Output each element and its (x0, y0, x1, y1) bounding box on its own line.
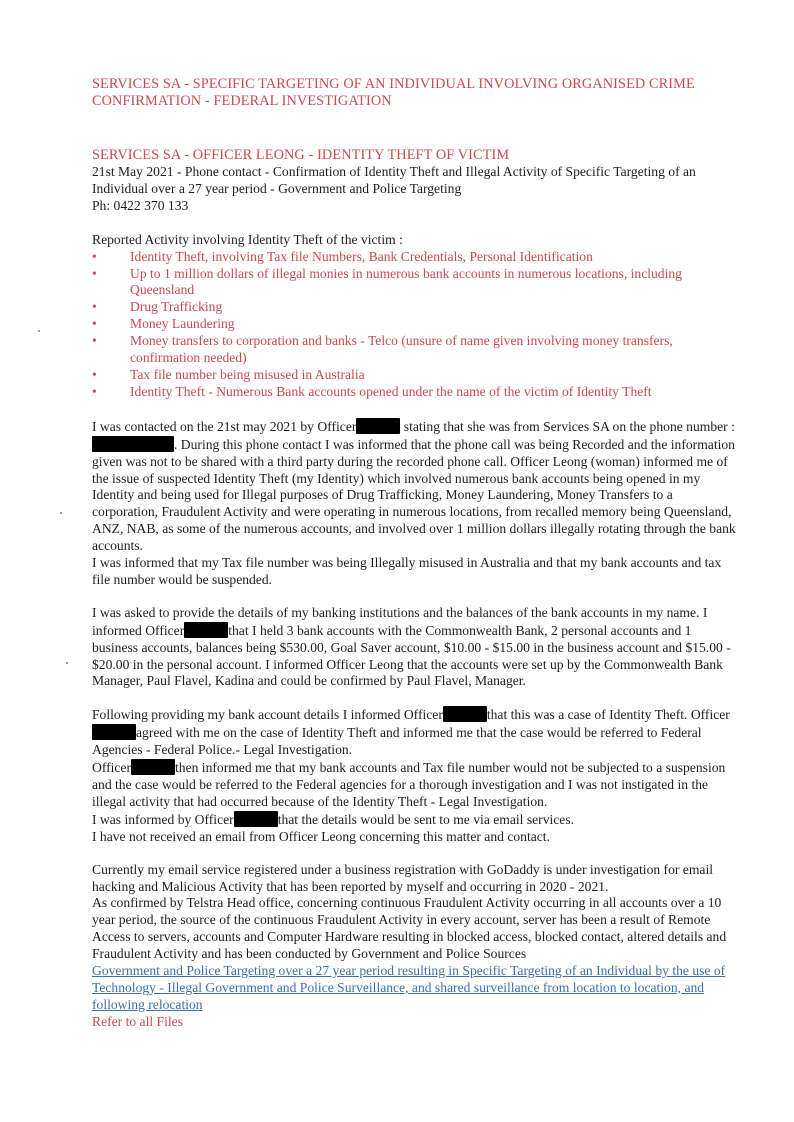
text-run: that the details would be sent to me via email services. (277, 811, 575, 827)
text-run: I was informed by Officer (92, 811, 234, 827)
bullet-item: • Identity Theft - Numerous Bank accounts opened under the name of the victim of Identity Theft (92, 384, 737, 401)
bullet-item: • Tax file number being misused in Australia (92, 367, 737, 384)
phone-line: Ph: 0422 370 133 (92, 197, 189, 213)
section-heading: SERVICES SA - OFFICER LEONG - IDENTITY THEFT OF VICTIM (92, 147, 510, 163)
paragraph-email (92, 862, 737, 1031)
paragraph-contact (92, 418, 737, 589)
scan-speck (66, 662, 68, 664)
text-run: . During this phone contact I was informed that the phone call was being Recorded and the information given was not to be shared with a third party during the recorded phone call. Officer Leong (woman) informed me of the issue of suspected Identity Theft (my Identity) which involved numerous bank accounts being opened in my Identity and being used for Illegal purposes of Drug Trafficking, Money Laundering, Money Transfers to a corporation, Fraudulent Activity and were operating in numerous locations, from recalled memory being Queensland, ANZ, NAB, as some of the numerous accounts, and involved over 1 million dollars illegally rotating through the bank accounts. (92, 436, 736, 554)
bullet-list (92, 249, 737, 401)
paragraph-line: I was informed that my Tax file number was being Illegally misused in Australia and that my bank accounts and tax file number would be suspended. (92, 555, 722, 587)
reported-intro: Reported Activity involving Identity Theft of the victim : (92, 231, 403, 247)
bullet-item: • Drug Trafficking (92, 299, 737, 316)
scan-speck (38, 330, 40, 332)
refer-files-note: Refer to all Files (92, 1013, 183, 1029)
text-run: agreed with me on the case of Identity Theft and informed me that the case would be referred to Federal Agencies - Federal Police.- Legal Investigation. (92, 725, 702, 758)
paragraph-line (92, 418, 737, 555)
scan-speck (60, 512, 62, 514)
paragraph-line (92, 759, 737, 811)
document-body (92, 76, 737, 1031)
text-run: that this was a case of Identity Theft. Officer (486, 707, 730, 723)
redaction-block (92, 724, 136, 740)
redaction-block (443, 706, 487, 722)
paragraph-referral (92, 706, 737, 845)
text-run: then informed me that my bank accounts and Tax file number would not be subjected to a suspension and the case would be referred to the Federal agencies for a thorough investigation and I was not instigated in the illegal activity that had occurred because of the Identity Theft - Legal Investigation. (92, 760, 726, 809)
paragraph-line: Currently my email service registered under a business registration with GoDaddy is under investigation for email hacking and Malicious Activity that has been reported by myself and occurring in 2020 - 2021. (92, 861, 713, 894)
text-run: Officer (92, 760, 131, 776)
redaction-block (234, 811, 278, 827)
section-intro (92, 147, 737, 215)
paragraph-line: I have not received an email from Officer Leong concerning this matter and contact. (92, 828, 550, 844)
redaction-block (92, 436, 174, 452)
redaction-block (184, 622, 228, 638)
text-run: stating that she was from Services SA on the phone number : (400, 418, 735, 434)
main-heading: SERVICES SA - SPECIFIC TARGETING OF AN INDIVIDUAL INVOLVING ORGANISED CRIME CONFIRMATION - FEDERAL INVESTIGATION (92, 76, 695, 109)
text-run: Following providing my bank account details I informed Officer (92, 707, 443, 723)
bullet-item: • Up to 1 million dollars of illegal monies in numerous bank accounts in numerous locations, including Queensland (92, 266, 737, 300)
contact-line: 21st May 2021 - Phone contact - Confirmation of Identity Theft and Illegal Activity of Specific Targeting of an Individual over a 27 year period - Government and Police Targeting (92, 164, 696, 196)
text-run: I was contacted on the 21st may 2021 by Officer (92, 418, 357, 434)
bullet-item: • Money Laundering (92, 316, 737, 333)
redaction-block (356, 418, 400, 434)
targeting-link[interactable]: Government and Police Targeting over a 27 year period resulting in Specific Targeting of an Individual by the use of Technology - Illegal Government and Police Surveillance, and shared surveillance from location to location, and following relocation (92, 963, 726, 1012)
paragraph-line: As confirmed by Telstra Head office, concerning continuous Fraudulent Activity occurring in all accounts over a 10 year period, the source of the continuous Fraudulent Activity in every account, server has been a result of Remote Access to servers, accounts and Computer Hardware resulting in blocked access, blocked contact, altered details and Fraudulent Activity and has been conducted by Government and Police Sources (92, 895, 727, 962)
paragraph-line (92, 706, 737, 759)
redaction-block (131, 759, 175, 775)
text-run: I was asked to provide the details of my banking institutions and the balances of the bank accounts in my name. I informed Officer (92, 604, 708, 638)
paragraph-banking (92, 605, 737, 691)
paragraph-line (92, 811, 737, 829)
bullet-item: • Identity Theft, involving Tax file Numbers, Bank Credentials, Personal Identification (92, 249, 737, 266)
text-run: that I held 3 bank accounts with the Commonwealth Bank, 2 personal accounts and 1 business accounts, balances being $530.00, Goal Saver account, $10.00 - $15.00 in the business account and $15.00 - $20.00 in the personal account. I informed Officer Leong that the accounts were set up by the Commonwealth Bank Manager, Paul Flavel, Kadina and could be confirmed by Paul Flavel, Manager. (92, 622, 731, 689)
reported-activity (92, 232, 737, 401)
bullet-item: • Money transfers to corporation and banks - Telco (unsure of name given involving money transfers, confirmation needed) (92, 333, 737, 367)
